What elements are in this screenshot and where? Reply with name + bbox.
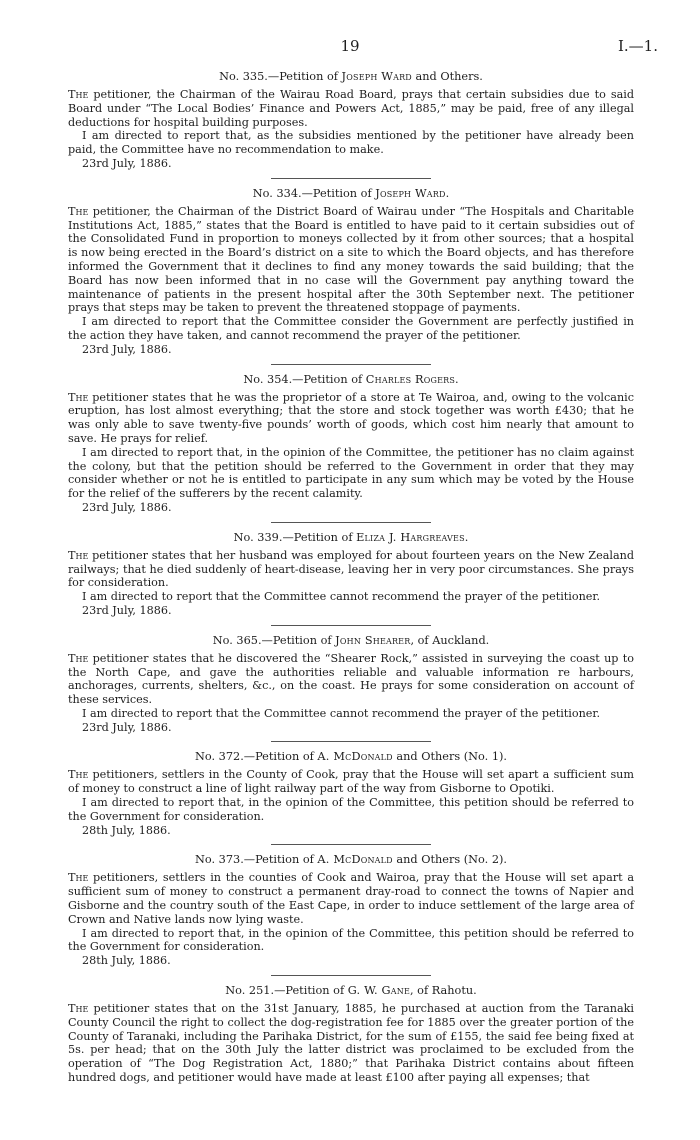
petition-suffix: and Others. [415,70,483,83]
petition-number: No. 339.—Petition of [233,530,353,544]
petition-suffix: . [455,372,459,386]
petition-text: petitioner states that he was the proprietor of a store at Te Wairoa, and, owing to the volcanic eruption, has lost almost everything; that the store and stock together was worth £430; that he was only able to save twenty-five pounds’ worth of goods, which cost him nearly that amount to save. He prays for relief. [68,390,634,445]
lead-word: The [68,204,89,218]
petition-entry [68,750,634,845]
petition-title [68,373,634,387]
petition-number: No. 372.—Petition of [194,750,314,764]
petition-body [68,652,634,707]
lead-word: The [68,390,89,404]
petition-number: No. 354.—Petition of [243,372,363,386]
lead-word: The [68,88,89,101]
petition-title [68,531,634,545]
report-date: 23rd July, 1886. [82,156,172,170]
petition-number: No. 365.—Petition of [212,633,332,647]
petition-suffix: and Others (No. 2). [396,853,508,867]
petition-suffix: and Others (No. 1). [396,750,508,764]
petition-text: petitioners, settlers in the counties of Cook and Wairoa, pray that the House will set apart a sufficient sum of money to construct a permanent dray-road to connect the towns of Napier and Gisborne and the country south of the East Cape, in order to induce settlement of the large area of Crown and Native lands now lying waste. [68,871,634,926]
petitioner-name: Joseph Ward [375,186,446,200]
petition-entry [68,853,634,976]
committee-report: I am directed to report that the Committee cannot recommend the prayer of the petitioner. [82,706,601,720]
petition-number: No. 251.—Petition of [225,984,345,998]
committee-report: I am directed to report that, in the opinion of the Committee, this petition should be referred to the Government for consideration. [68,926,634,954]
committee-report: I am directed to report that, as the subsidies mentioned by the petitioner have already been paid, the Committee have no recommendation to make. [68,129,634,157]
petition-suffix: , of Rahotu. [409,984,477,998]
section-divider [271,178,431,179]
petitioner-name: A. McDonald [317,750,393,764]
page-number: 19 [340,37,360,55]
lead-word: The [68,548,89,562]
petition-entry [68,634,634,743]
petition-entry [68,70,634,179]
report-date: 23rd July, 1886. [82,720,172,734]
petition-entry [68,187,634,365]
petition-title [68,984,634,998]
petition-entry [68,373,634,523]
petition-body [68,1002,634,1085]
petitioner-name: A. McDonald [317,853,393,867]
lead-word: The [68,651,89,665]
report-date: 28th July, 1886. [82,823,171,837]
petition-suffix: , of Auckland. [410,633,490,647]
committee-report: I am directed to report that, in the opinion of the Committee, the petitioner has no claim against the colony, but that the petition should be referred to the Government in order that they may consider whether or not he is entitled to participate in any sum which may be voted by the House for the relief of the sufferers by the recent calamity. [68,445,634,501]
petition-suffix: . [445,186,450,200]
petition-entry [68,984,634,1085]
section-divider [271,975,431,976]
committee-report: I am directed to report that the Committee cannot recommend the prayer of the petitioner. [82,590,601,604]
report-date: 23rd July, 1886. [82,500,172,514]
petition-body [68,871,634,926]
committee-report: I am directed to report that the Committee consider the Government are perfectly justified in the action they have taken, and cannot recommend the prayer of the petitioner. [68,315,634,342]
lead-word: The [68,1002,89,1016]
petition-entry [68,531,634,626]
section-divider [271,844,431,845]
section-divider [271,741,431,742]
petition-number: No. 334.—Petition of [252,186,372,200]
petition-body [68,88,634,129]
petition-body [68,205,634,315]
report-date: 28th July, 1886. [82,954,171,968]
lead-word: The [68,768,89,782]
petition-body [68,549,634,590]
petitioner-name: Joseph Ward [341,70,412,83]
petition-title [68,70,634,84]
petition-title [68,634,634,648]
petition-title [68,187,634,201]
section-divider [271,522,431,523]
petition-text: petitioner states that he discovered the “Shearer Rock,” assisted in surveying the coast up to the North Cape, and gave the authorities reliable and valuable information re harbours, anchorages, currents, shelters, &c., on the coast. He prays for some consideration on account of these services. [68,651,634,707]
report-date: 23rd July, 1886. [82,342,172,356]
petition-text: petitioner, the Chairman of the District Board of Wairau under “The Hospitals and Charitable Institutions Act, 1885,” states that the Board is entitled to have paid to it certain subsidies out of the Consolidated Fund in proportion to moneys collected by it from other sources; that a hospital is now being erected in the Board’s district on a site to which the Board objects, and has therefore informed the Government that it declines to find any money towards the said building; that the Board has now been informed that in no case will the Government pay anything toward the maintenance of patients in the present hospital after the 30th September next. The petitioner prays that steps may be taken to prevent the threatened stoppage of payments. [68,204,635,315]
petition-text: petitioner, the Chairman of the Wairau Road Board, prays that certain subsidies due to said Board under “The Local Bodies’ Finance and Powers Act, 1885,” may be paid, free of any illegal deductions for hospital building purposes. [68,88,635,129]
report-date: 23rd July, 1886. [82,603,172,617]
petitioner-name: Eliza J. Hargreaves [356,530,465,544]
committee-report: I am directed to report that, in the opinion of the Committee, this petition should be referred to the Government for consideration. [68,796,634,823]
document-reference: I.—1. [617,37,658,55]
lead-word: The [68,871,89,885]
petition-text: petitioner states that on the 31st January, 1885, he purchased at auction from the Taranaki County Council the right to collect the dog-registration fee for 1885 over the greater portion of the County of Taranaki, including the Parihaka District, for the sum of £155, the said fee being fixed at 5s. per head; that on the 30th July the latter district was proclaimed to be excluded from the operation of “The Dog Registration Act, 1880;” that Parihaka District contains about fifteen hundred dogs, and petitioner would have made at least £100 after paying all expenses; that [68,1002,634,1085]
petition-title [68,853,634,867]
petition-text: petitioners, settlers in the County of Cook, pray that the House will set apart a sufficient sum of money to construct a line of light railway part of the way from Gisborne to Opotiki. [68,768,634,796]
petition-body [68,768,634,796]
petition-suffix: . [464,530,469,544]
section-divider [271,625,431,626]
petition-text: petitioner states that her husband was employed for about fourteen years on the New Zealand railways; that he died suddenly of heart-disease, leaving her in very poor circumstances. She prays for consideration. [68,548,634,590]
petition-body [68,391,634,446]
section-divider [271,364,431,365]
petitions-list [68,70,634,1085]
petitioner-name: G. W. Gane [347,984,410,998]
petition-title [68,750,634,764]
petitioner-name: John Shearer [335,633,411,647]
petition-number: No. 373.—Petition of [194,853,314,867]
petition-number: No. 335.—Petition of [219,70,338,83]
petitioner-name: Charles Rogers [365,372,456,386]
